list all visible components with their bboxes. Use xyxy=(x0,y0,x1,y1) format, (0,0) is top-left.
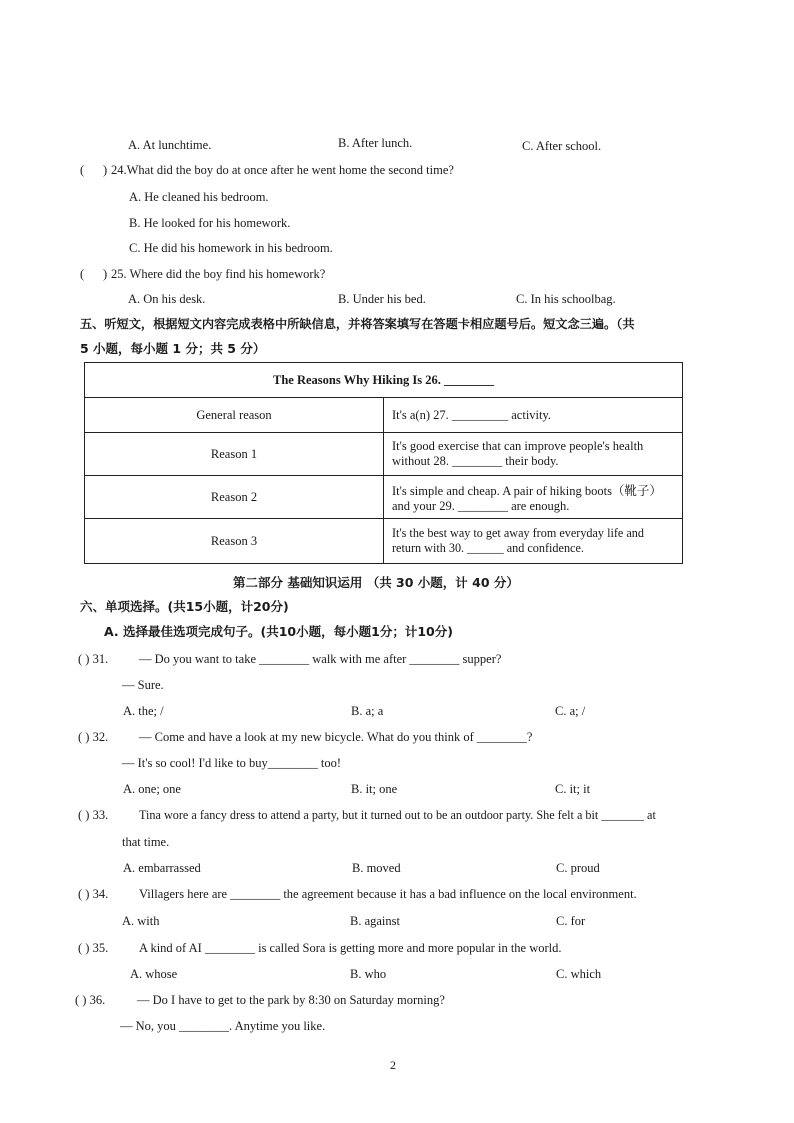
q25-paren-close: ) xyxy=(103,267,108,281)
q24-paren-close: ) xyxy=(103,163,108,177)
table-row xyxy=(85,398,683,433)
section6a-title: A. 选择最佳选项完成句子。(共10小题，每小题1分；计10分) xyxy=(104,624,453,639)
q31-question: — Do you want to take ________ walk with me after ________ supper? xyxy=(139,652,502,666)
row-content: It's good exercise that can improve people's health without 28. ________ their body. xyxy=(384,433,683,476)
q35-option-c: C. which xyxy=(556,967,602,981)
q32-reply: — It's so cool! I'd like to buy________ too! xyxy=(122,756,342,770)
row-label: Reason 1 xyxy=(85,433,384,476)
section5-heading-line2: 5 小题，每小题 1 分；共 5 分） xyxy=(80,341,266,356)
q34-number: ( ) 34. xyxy=(78,887,109,901)
q33-option-c: C. proud xyxy=(556,861,600,875)
q34-question: Villagers here are ________ the agreement because it has a bad influence on the local environment. xyxy=(139,887,637,901)
q24-option-c: C. He did his homework in his bedroom. xyxy=(129,241,333,255)
q34-option-b: B. against xyxy=(350,914,400,928)
table-row xyxy=(85,433,683,476)
q24-question: 24.What did the boy do at once after he went home the second time? xyxy=(111,163,454,177)
q25-option-a: A. On his desk. xyxy=(128,292,206,306)
q25-option-c: C. In his schoolbag. xyxy=(516,292,616,306)
q36-number: ( ) 36. xyxy=(75,993,106,1007)
table-row xyxy=(85,519,683,564)
q33-question: Tina wore a fancy dress to attend a party, but it turned out to be an outdoor party. She felt a bit _______ at xyxy=(139,808,656,822)
q34-option-a: A. with xyxy=(122,914,160,928)
q32-number: ( ) 32. xyxy=(78,730,109,744)
q33-option-a: A. embarrassed xyxy=(123,861,201,875)
row-label: General reason xyxy=(85,398,384,433)
q25-question: 25. Where did the boy find his homework? xyxy=(111,267,326,281)
q33-option-b: B. moved xyxy=(352,861,401,875)
row-content: It's a(n) 27. _________ activity. xyxy=(384,398,683,433)
q23-option-a: A. At lunchtime. xyxy=(128,138,212,152)
q31-reply: — Sure. xyxy=(122,678,164,692)
q32-option-a: A. one; one xyxy=(123,782,181,796)
q36-reply: — No, you ________. Anytime you like. xyxy=(120,1019,326,1033)
q32-option-b: B. it; one xyxy=(351,782,398,796)
row-label: Reason 3 xyxy=(85,519,384,564)
q32-question: — Come and have a look at my new bicycle. What do you think of ________? xyxy=(139,730,533,744)
part2-title: 第二部分 基础知识运用 （共 30 小题，计 40 分） xyxy=(233,575,519,590)
q23-option-c: C. After school. xyxy=(522,139,602,153)
q31-number: ( ) 31. xyxy=(78,652,109,666)
section5-heading-line1: 五、听短文，根据短文内容完成表格中所缺信息，并将答案填写在答题卡相应题号后。短文念三遍。（共 xyxy=(80,317,635,331)
q36-question: — Do I have to get to the park by 8:30 on Saturday morning? xyxy=(137,993,445,1007)
row-content: It's the best way to get away from everyday life and return with 30. ______ and confidence. xyxy=(384,519,683,564)
q23-option-b: B. After lunch. xyxy=(338,136,413,150)
q32-option-c: C. it; it xyxy=(555,782,591,796)
q35-question: A kind of AI ________ is called Sora is getting more and more popular in the world. xyxy=(139,941,562,955)
table-title: The Reasons Why Hiking Is 26. ________ xyxy=(85,363,683,398)
q31-option-b: B. a; a xyxy=(351,704,384,718)
q33-question-cont: that time. xyxy=(122,835,170,849)
q35-option-b: B. who xyxy=(350,967,387,981)
row-content: It's simple and cheap. A pair of hiking boots（靴子）and your 29. ________ are enough. xyxy=(384,476,683,519)
q25-paren-open: ( xyxy=(80,267,85,281)
q25-option-b: B. Under his bed. xyxy=(338,292,426,306)
table-row xyxy=(85,476,683,519)
q24-paren-open: ( xyxy=(80,163,85,177)
q31-option-a: A. the; / xyxy=(123,704,164,718)
q34-option-c: C. for xyxy=(556,914,586,928)
q35-number: ( ) 35. xyxy=(78,941,109,955)
section6-title: 六、单项选择。(共15小题，计20分) xyxy=(80,599,289,614)
q31-option-c: C. a; / xyxy=(555,704,586,718)
q35-option-a: A. whose xyxy=(130,967,178,981)
q24-option-b: B. He looked for his homework. xyxy=(129,216,291,230)
q33-number: ( ) 33. xyxy=(78,808,109,822)
row-label: Reason 2 xyxy=(85,476,384,519)
q24-option-a: A. He cleaned his bedroom. xyxy=(129,190,269,204)
page-number: 2 xyxy=(390,1058,396,1072)
reasons-table xyxy=(84,362,683,564)
